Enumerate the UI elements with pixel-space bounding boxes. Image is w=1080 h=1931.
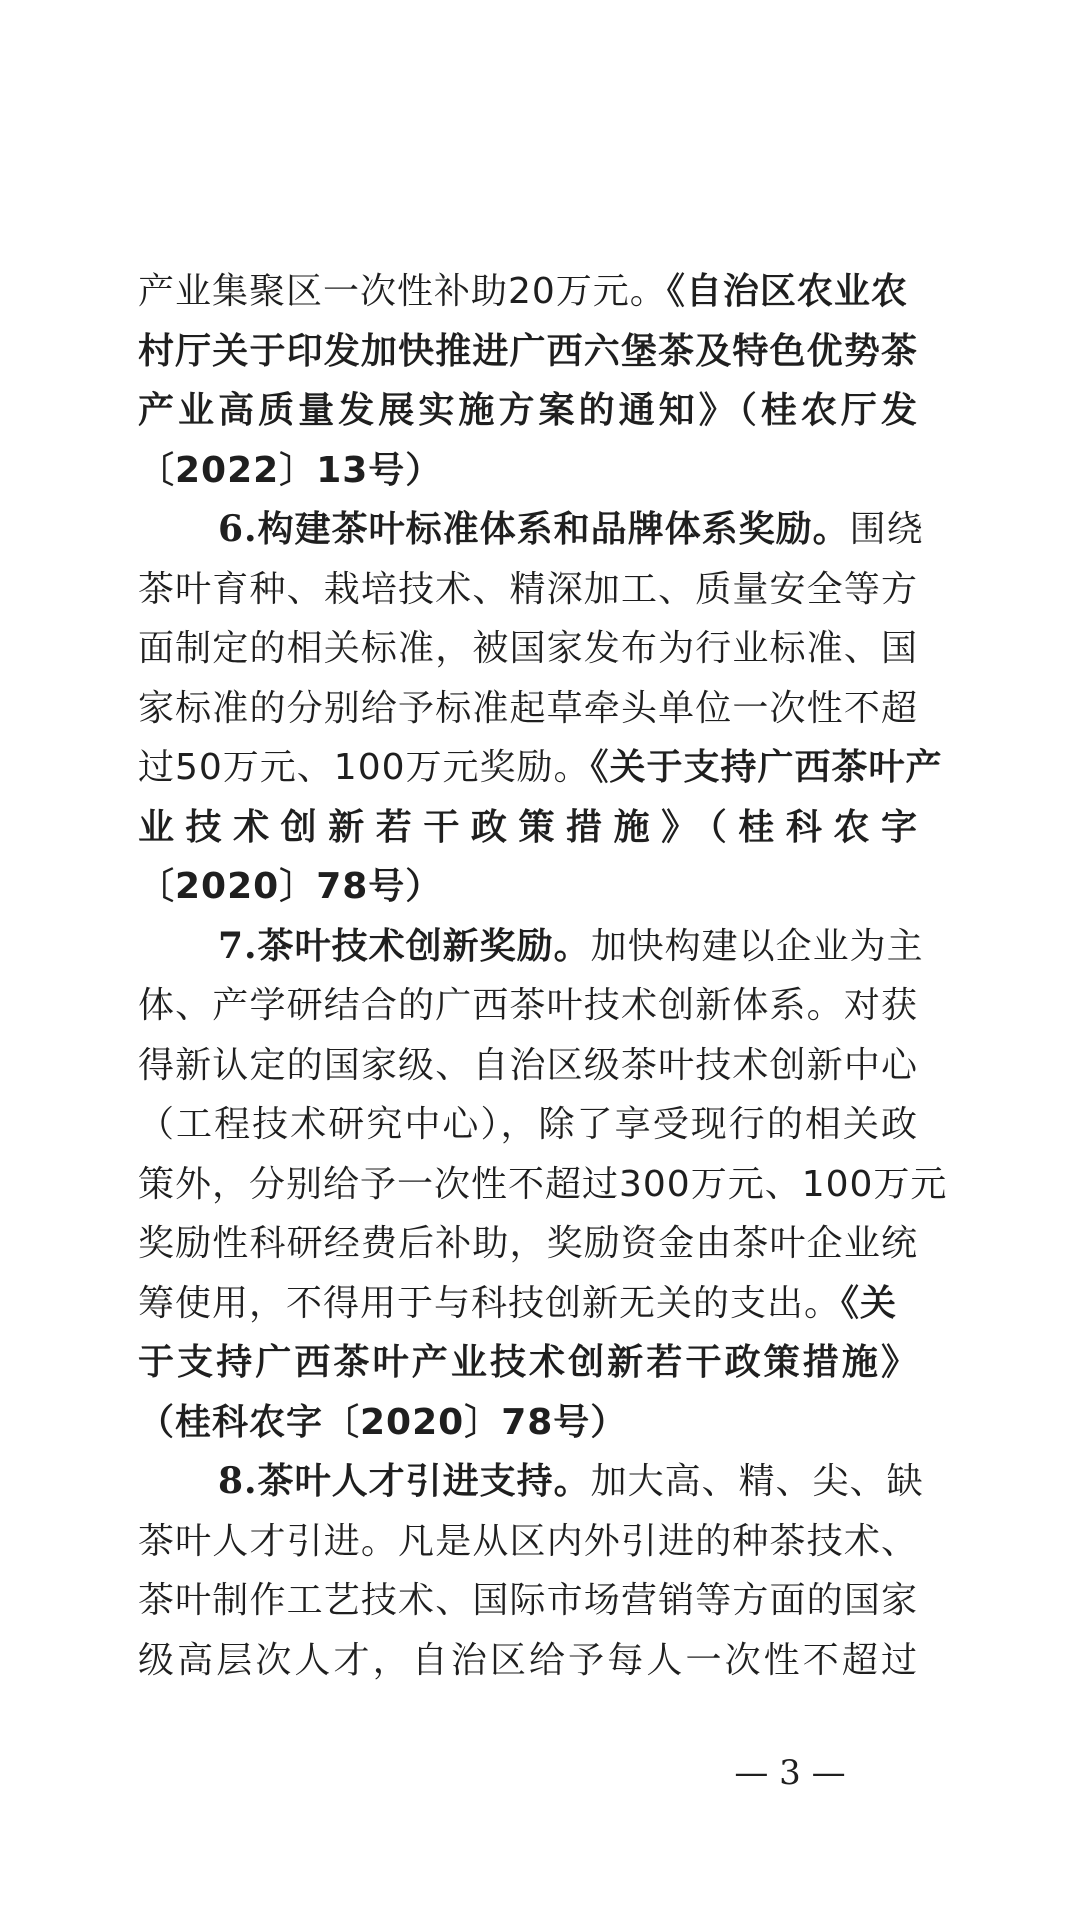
section-heading-6: 6.构建茶叶标准体系和品牌体系奖励。 [218, 508, 850, 550]
text-line: 村厅关于印发加快推进广西六堡茶及特色优势茶 [138, 330, 918, 372]
text-line: （工程技术研究中心），除了享受现行的相关政 [138, 1104, 918, 1145]
text-line: 得新认定的国家级、自治区级茶叶技术创新中心 [138, 1044, 918, 1086]
text-line: 奖励性科研经费后补助，奖励资金由茶叶企业统 [138, 1223, 918, 1264]
text-line: 茶叶育种、栽培技术、精深加工、质量安全等方 [138, 568, 918, 610]
policy-citation: 产业高质量发展实施方案的通知》（桂农厅发 [138, 390, 918, 431]
text-line: 面制定的相关标准，被国家发布为行业标准、国 [138, 628, 918, 669]
policy-citation: 《关 [841, 1282, 898, 1324]
text-line: 〔2022〕13号） [138, 449, 443, 491]
text-line: 业技术创新若干政策措施》（桂科农字 [138, 806, 918, 848]
text-line: 筹使用，不得用于与科技创新无关的支出。《关 [138, 1282, 898, 1324]
text-line: 〔2020〕78号） [138, 866, 443, 907]
text-line: 于支持广西茶叶产业技术创新若干政策措施》 [138, 1342, 918, 1383]
text-line: 茶叶人才引进。凡是从区内外引进的种茶技术、 [138, 1520, 918, 1562]
section-heading-8: 8.茶叶人才引进支持。 [218, 1460, 591, 1502]
body-text [138, 262, 948, 1690]
text-line: 产业集聚区一次性补助20万元。《自治区农业农 [138, 271, 908, 312]
text-line: 级高层次人才，自治区给予每人一次性不超过 [138, 1639, 918, 1681]
text-line: （桂科农字〔2020〕78号） [138, 1401, 628, 1443]
text-line: 茶叶制作工艺技术、国际市场营销等方面的国家 [138, 1580, 918, 1621]
policy-citation: 《关于支持广西茶叶产 [590, 747, 943, 788]
text-line: 家标准的分别给予标准起草牵头单位一次性不超 [138, 687, 918, 729]
text-line: 6.构建茶叶标准体系和品牌体系奖励。围绕 [218, 508, 924, 550]
text-line: 策外，分别给予一次性不超过300万元、100万元 [138, 1163, 948, 1205]
text-line: 7.茶叶技术创新奖励。加快构建以企业为主 [218, 924, 924, 967]
section-heading-7: 7.茶叶技术创新奖励。 [218, 924, 591, 967]
text-line: 体、产学研结合的广西茶叶技术创新体系。对获 [138, 985, 918, 1026]
page-number: — 3 — [734, 1753, 846, 1793]
text-line: 过50万元、100万元奖励。《关于支持广西茶叶产 [138, 747, 943, 788]
text-line: 8.茶叶人才引进支持。加大高、精、尖、缺 [218, 1460, 924, 1502]
policy-citation: 《自治区农业农 [666, 271, 908, 312]
text-line [138, 381, 918, 441]
